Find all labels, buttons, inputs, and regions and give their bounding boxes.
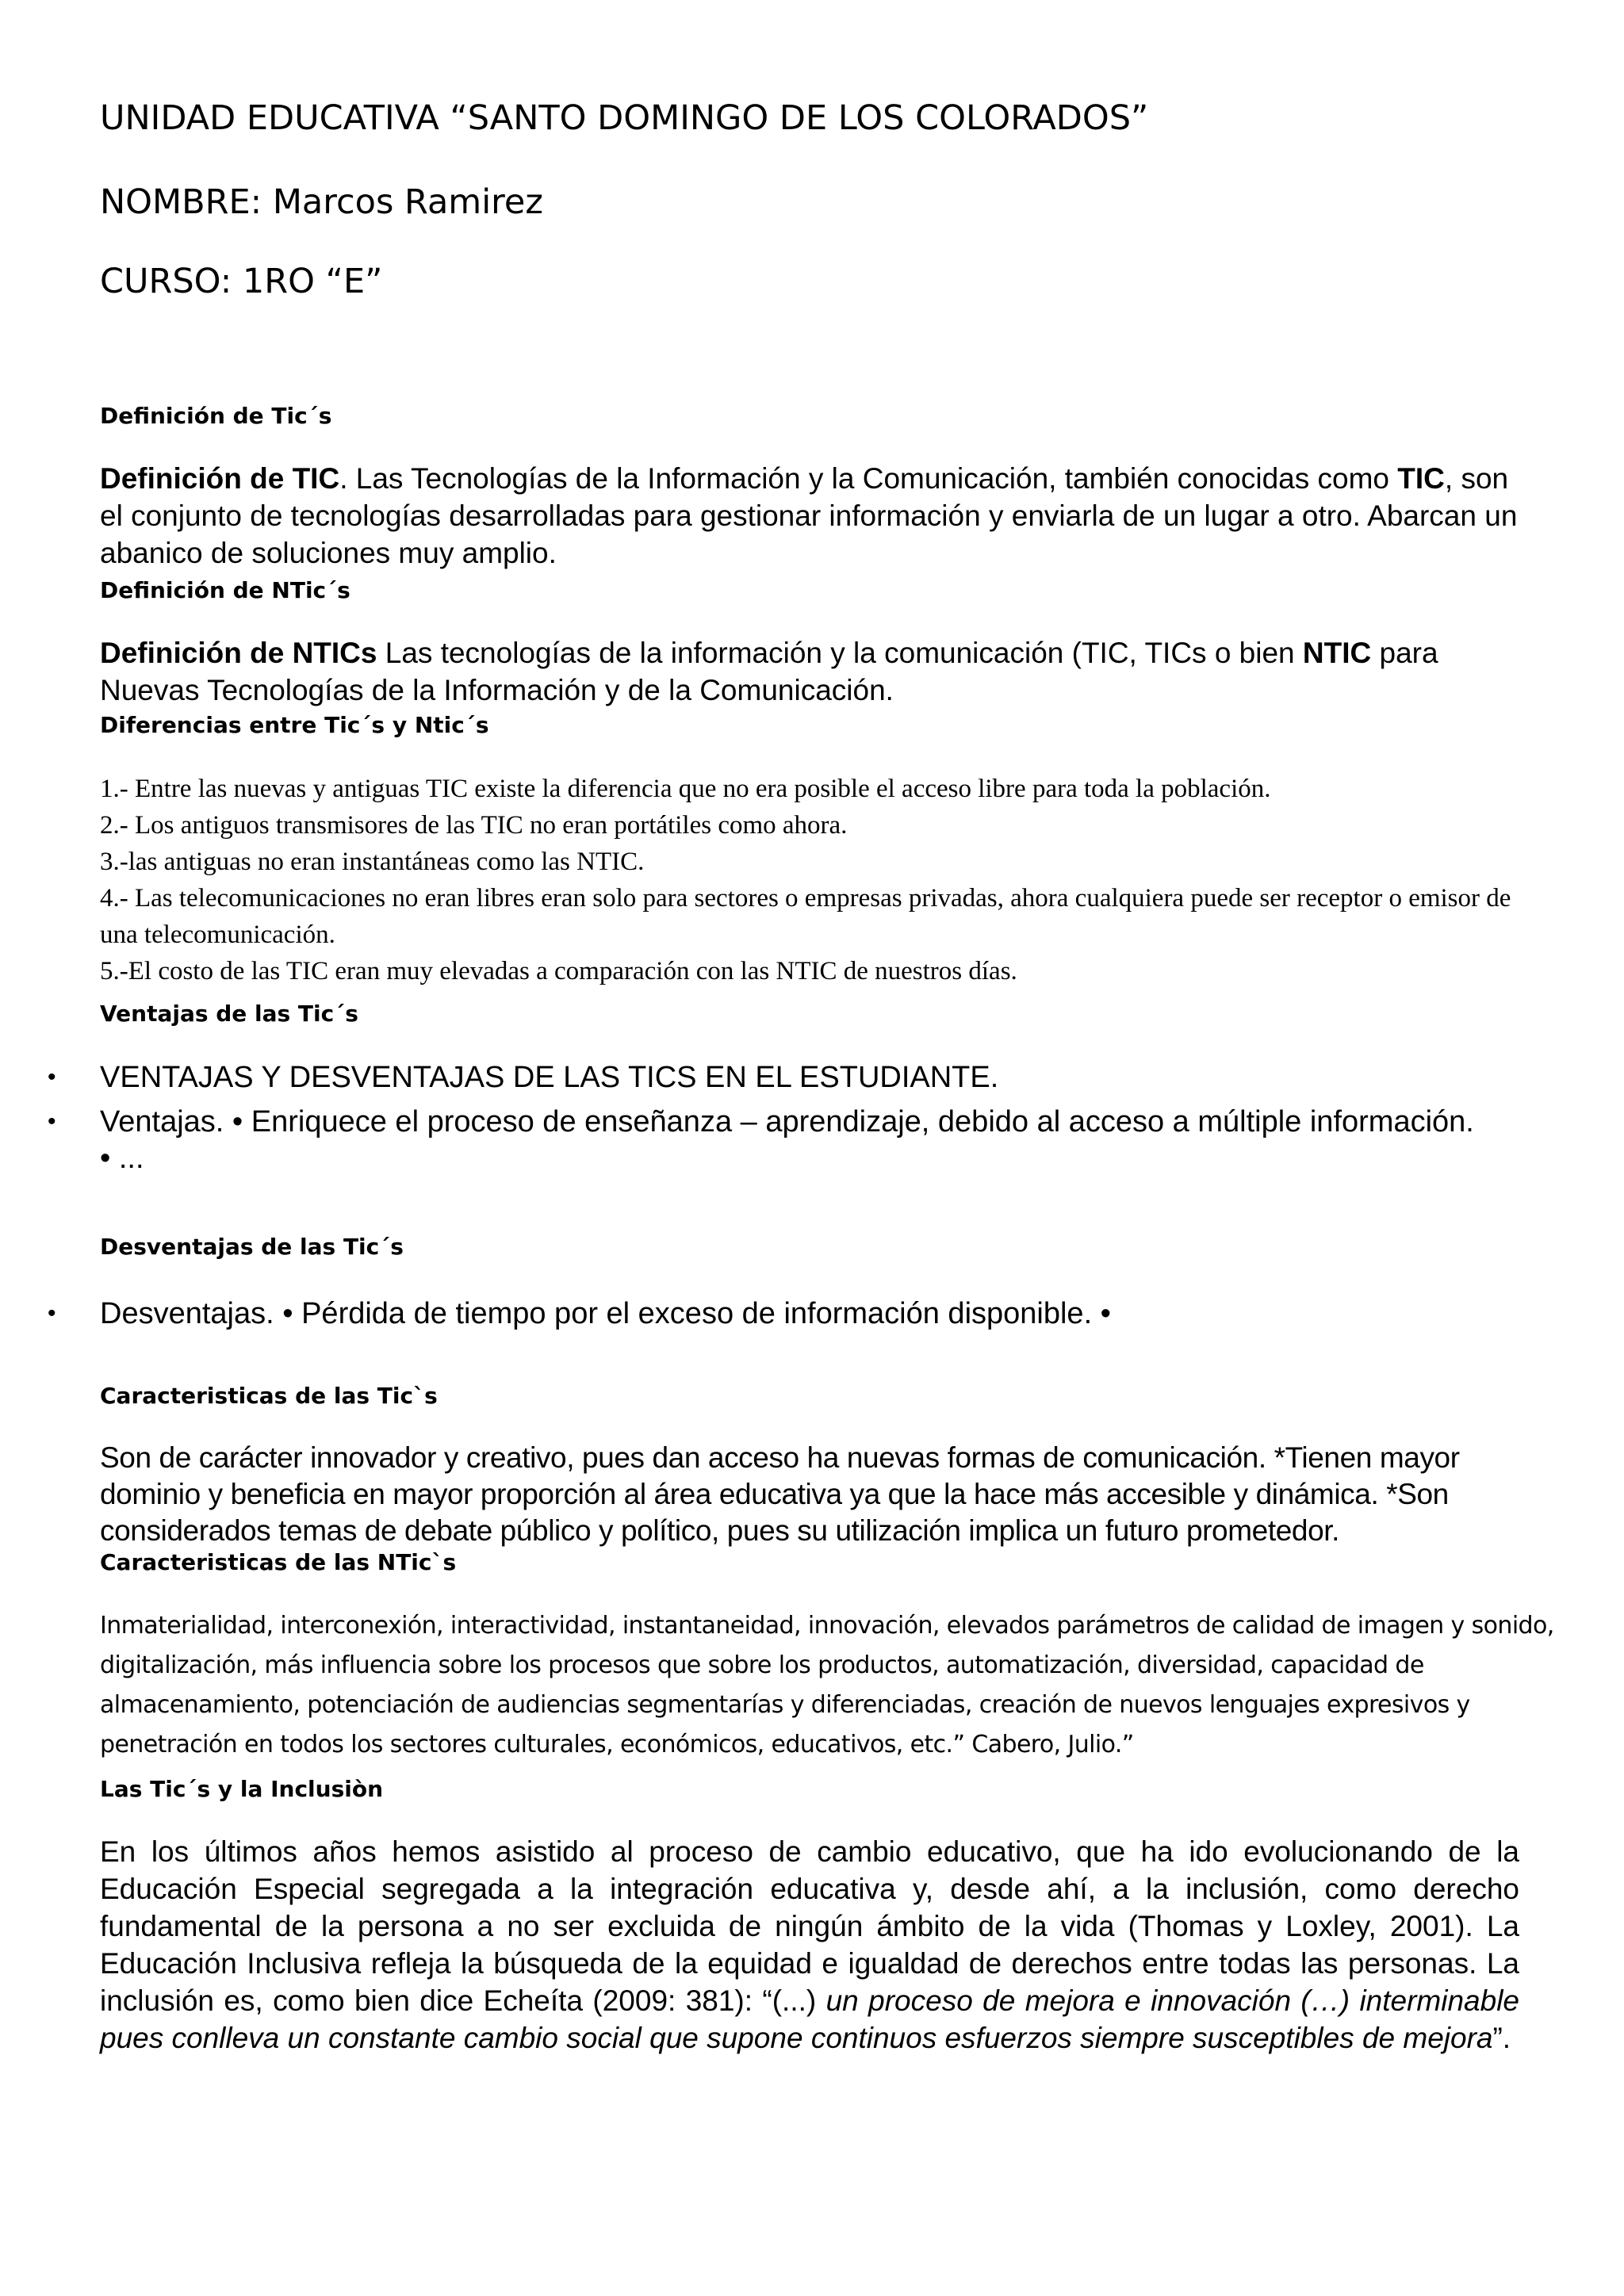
course-label: CURSO: 1RO “E” (100, 262, 383, 301)
bullet-icon: • (48, 1108, 56, 1135)
text-segment: Las tecnologías de la información y la comunicación (TIC, TICs o bien (377, 637, 1303, 669)
list-item (48, 1295, 1491, 1332)
text-segment: . Las Tecnologías de la Información y la Comunicación, también conocidas como (339, 462, 1398, 495)
bold-lead: Definición de TIC (100, 462, 340, 495)
quote-italic: un proceso de mejora e innovación (…) interminable pues conlleva un constante cambio social que supone continuos esfuerzos siempre susceptibles de mejora (100, 1984, 1520, 2054)
paragraph-def-tics (100, 460, 1527, 572)
heading-char-ntics: Caracteristicas de las NTic`s (100, 1549, 457, 1575)
school-title: UNIDAD EDUCATIVA “SANTO DOMINGO DE LOS COLORADOS” (100, 98, 1149, 138)
bullet-text: Ventajas. • Enriquece el proceso de enseñanza – aprendizaje, debido al acceso a múltiple información. • ... (100, 1105, 1474, 1175)
differences-list (100, 771, 1551, 989)
student-name: NOMBRE: Marcos Ramirez (100, 182, 543, 222)
paragraph-char-tics: Son de carácter innovador y creativo, pues dan acceso ha nuevas formas de comunicación. *Tienen mayor dominio y beneficia en mayor proporción al área educativa ya que la hace más accesible y dinámica. *Son considerados temas de debate público y político, pues su utilización implica un futuro prometedor. (100, 1441, 1460, 1547)
advantages-list (48, 1059, 1491, 1177)
bullet-text: VENTAJAS Y DESVENTAJAS DE LAS TICS EN EL ESTUDIANTE. (100, 1061, 999, 1094)
text-segment: ”. (1492, 2022, 1511, 2054)
text-segment: , son el conjunto de tecnologías desarrolladas para gestionar información y enviarla de un lugar a otro. Abarcan un abanico de soluciones muy amplio. (100, 462, 1518, 569)
list-item (48, 1059, 1491, 1096)
bullet-text: Desventajas. • Pérdida de tiempo por el exceso de información disponible. • (100, 1297, 1111, 1330)
heading-def-tics: Definición de Tic´s (100, 403, 332, 429)
heading-advantages: Ventajas de las Tic´s (100, 1001, 358, 1027)
heading-def-ntics: Definición de NTic´s (100, 577, 350, 603)
disadvantages-list (48, 1295, 1491, 1332)
text-segment: En los últimos años hemos asistido al proceso de cambio educativo, que ha ido evolucionando de la Educación Especial segregada a la integración educativa y, desde ahí, a la inclusión, como derecho fundamental de la persona a no ser excluida de ningún ámbito de la vida (Thomas y Loxley, 2001). La Educación Inclusiva refleja la búsqueda de la equidad e igualdad de derechos entre todas las personas. La inclusión es, como bien dice Echeíta (2009: 381): “(...) (100, 1835, 1519, 2017)
bold-lead: Definición de NTICs (100, 637, 377, 669)
heading-inclusion: Las Tic´s y la Inclusiòn (100, 1776, 384, 1802)
heading-char-tics: Caracteristicas de las Tic`s (100, 1383, 438, 1409)
heading-differences: Diferencias entre Tic´s y Ntic´s (100, 712, 489, 738)
paragraph-char-ntics: Inmaterialidad, interconexión, interactividad, instantaneidad, innovación, elevados parámetros de calidad de imagen y sonido, digitalización, más influencia sobre los procesos que sobre los productos, automatización, diversidad, capacidad de almacenamiento, potenciación de audiencias segmentarías y diferenciadas, creación de nuevos lenguajes expresivos y penetración en todos los sectores culturales, económicos, educativos, etc.” Cabero, Julio.” (100, 1612, 1554, 1758)
bullet-icon: • (48, 1300, 56, 1326)
heading-disadvantages: Desventajas de las Tic´s (100, 1234, 404, 1260)
list-item: 5.-El costo de las TIC eran muy elevadas a comparación con las NTIC de nuestros días. (100, 957, 1017, 985)
paragraph-inclusion (100, 1833, 1519, 2057)
bullet-icon: • (48, 1064, 56, 1090)
paragraph-def-ntics (100, 634, 1527, 709)
list-item: 3.-las antiguas no eran instantáneas como las NTIC. (100, 848, 645, 876)
list-item: 4.- Las telecomunicaciones no eran libres eran solo para sectores o empresas privadas, ahora cualquiera puede ser receptor o emisor de una telecomunicación. (100, 884, 1511, 949)
list-item: 2.- Los antiguos transmisores de las TIC no eran portátiles como ahora. (100, 811, 848, 840)
list-item: 1.- Entre las nuevas y antiguas TIC existe la diferencia que no era posible el acceso libre para toda la población. (100, 775, 1271, 803)
text-segment: para Nuevas Tecnologías de la Información y de la Comunicación. (100, 637, 1438, 706)
bold-term: NTIC (1302, 637, 1372, 669)
list-item (48, 1104, 1491, 1177)
bold-term: TIC (1397, 462, 1445, 495)
